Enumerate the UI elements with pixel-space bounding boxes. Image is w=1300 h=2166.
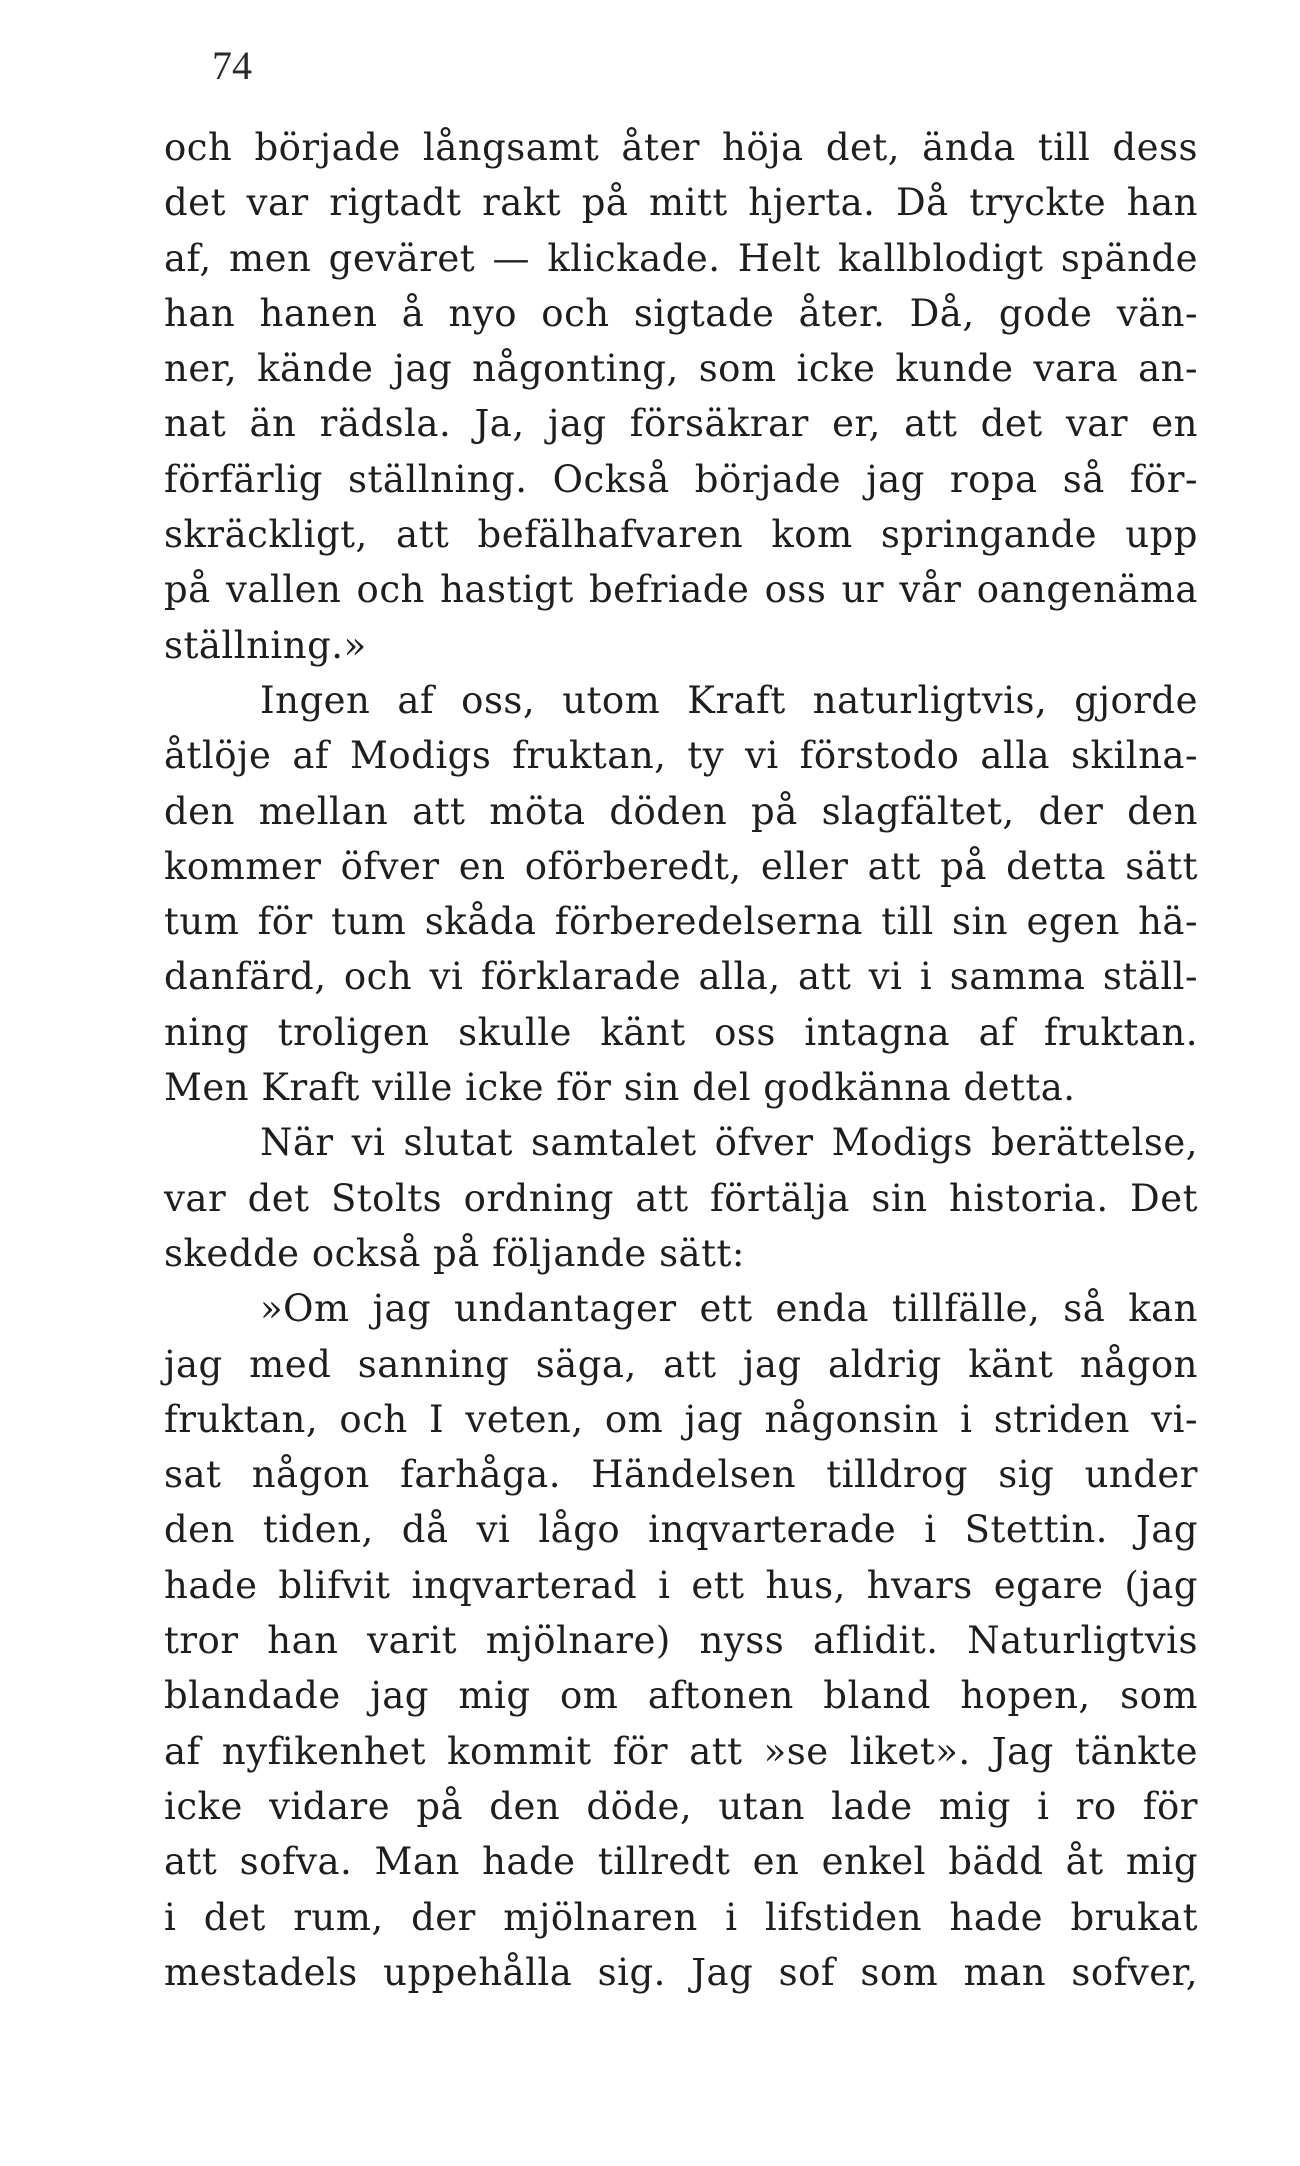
text-line: i det rum, der mjölnaren i lifstiden hade brukat (164, 1895, 1198, 1939)
body-text (164, 120, 1198, 2000)
text-line: den tiden, då vi lågo inqvarterade i Stettin. Jag (164, 1508, 1198, 1552)
text-line: tum för tum skåda förberedelserna till sin egen hä- (164, 900, 1198, 944)
text-line: kommer öfver en oförberedt, eller att på detta sätt (164, 844, 1198, 888)
text-line: hade blifvit inqvarterad i ett hus, hvars egare (jag (164, 1563, 1198, 1607)
paragraph-first-line: Ingen af oss, utom Kraft naturligtvis, gjorde (260, 678, 1198, 722)
text-line: skedde också på följande sätt: (164, 1231, 745, 1275)
text-line: tror han varit mjölnare) nyss aflidit. Naturligtvis (164, 1619, 1198, 1663)
text-line: af, men geväret — klickade. Helt kallblodigt spände (164, 236, 1198, 280)
text-line: danfärd, och vi förklarade alla, att vi i samma ställ- (164, 955, 1198, 999)
text-line: mestadels uppehålla sig. Jag sof som man sofver, (164, 1950, 1198, 1994)
text-line: skräckligt, att befälhafvaren kom springande upp (164, 513, 1198, 557)
text-line: åtlöje af Modigs fruktan, ty vi förstodo alla skilna- (164, 734, 1198, 778)
text-line: på vallen och hastigt befriade oss ur vår oangenäma (164, 568, 1198, 612)
paragraph-first-line: »Om jag undantager ett enda tillfälle, så kan (260, 1287, 1198, 1331)
text-line: och började långsamt åter höja det, ända till dess (164, 126, 1198, 169)
text-line: Men Kraft ville icke för sin del godkänna detta. (164, 1066, 1076, 1110)
text-line: ner, kände jag någonting, som icke kunde vara an- (164, 347, 1198, 391)
text-line: den mellan att möta döden på slagfältet, der den (164, 789, 1198, 833)
text-line: sat någon farhåga. Händelsen tilldrog sig under (164, 1453, 1198, 1497)
text-line: af nyfikenhet kommit för att »se liket». Jag tänkte (164, 1729, 1198, 1773)
text-line: han hanen å nyo och sigtade åter. Då, gode vän- (164, 291, 1198, 335)
text-line: förfärlig ställning. Också började jag ropa så för- (164, 457, 1198, 501)
text-line: ställning.» (164, 623, 367, 667)
paragraph-first-line: När vi slutat samtalet öfver Modigs berättelse, (260, 1121, 1198, 1165)
text-line: det var rigtadt rakt på mitt hjerta. Då tryckte han (164, 181, 1198, 225)
text-line: nat än rädsla. Ja, jag försäkrar er, att det var en (164, 402, 1198, 446)
text-line: icke vidare på den döde, utan lade mig i ro för (164, 1784, 1198, 1828)
text-line: blandade jag mig om aftonen bland hopen, som (164, 1674, 1198, 1718)
text-line: var det Stolts ordning att förtälja sin historia. Det (164, 1176, 1198, 1220)
text-line: fruktan, och I veten, om jag någonsin i striden vi- (164, 1397, 1198, 1441)
text-line: att sofva. Man hade tillredt en enkel bädd åt mig (164, 1840, 1198, 1884)
text-line: ning troligen skulle känt oss intagna af fruktan. (164, 1010, 1198, 1054)
text-line: jag med sanning säga, att jag aldrig känt någon (164, 1342, 1198, 1386)
page-number: 74 (212, 43, 252, 88)
